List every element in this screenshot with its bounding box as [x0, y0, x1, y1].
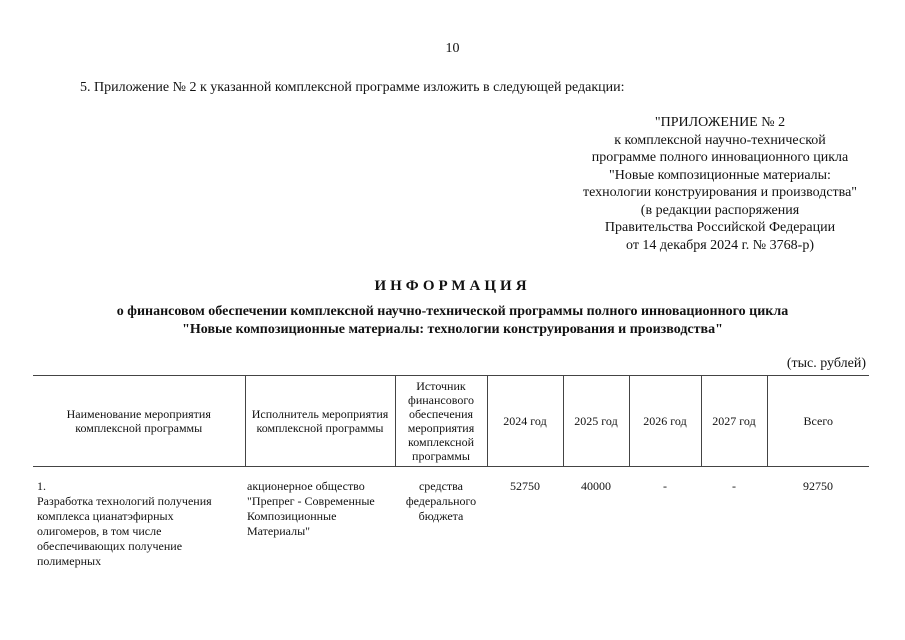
- table-header-row: [33, 376, 869, 467]
- table-row: [33, 467, 869, 571]
- appendix-line: "Новые композиционные материалы:: [609, 167, 831, 183]
- document-title: ИНФОРМАЦИЯ: [374, 278, 531, 294]
- appendix-line: от 14 декабря 2024 г. № 3768-р): [626, 237, 814, 253]
- header-2025: 2025 год: [563, 376, 629, 467]
- subtitle-line: о финансовом обеспечении комплексной научно-технической программы полного инновационного цикла: [116, 304, 789, 319]
- financing-table: [33, 375, 869, 570]
- row-name: Разработка технологий получения комплекса цианатэфирных олигомеров, в том числе обеспечивающих получение полимерных: [37, 494, 212, 568]
- cell-executor: акционерное общество "Препрег - Современные Композиционные Материалы": [247, 479, 375, 538]
- appendix-line: технологии конструирования и производства": [582, 185, 858, 200]
- header-2024: 2024 год: [487, 376, 563, 467]
- row-number: 1.: [37, 479, 46, 493]
- subtitle-line: "Новые композиционные материалы: технологии конструирования и производства": [182, 322, 723, 337]
- cell-2026: -: [663, 479, 667, 493]
- cell-name: [33, 467, 245, 571]
- cell-2027: -: [732, 479, 736, 493]
- appendix-line: программе полного инновационного цикла: [591, 150, 849, 165]
- intro-paragraph: 5. Приложение № 2 к указанной комплексной программе изложить в следующей редакции:: [80, 80, 625, 95]
- header-name: Наименование мероприятия комплексной программы: [33, 376, 245, 467]
- appendix-line: Правительства Российской Федерации: [604, 220, 836, 235]
- appendix-line: "ПРИЛОЖЕНИЕ № 2: [654, 115, 786, 130]
- cell-source: средства федерального бюджета: [405, 479, 477, 523]
- header-2027: 2027 год: [701, 376, 767, 467]
- appendix-line: (в редакции распоряжения: [640, 202, 800, 218]
- page-number: 10: [445, 41, 460, 56]
- header-2026: 2026 год: [629, 376, 701, 467]
- cell-total: 92750: [803, 479, 833, 493]
- appendix-line: к комплексной научно-технической: [614, 132, 826, 148]
- header-executor: Исполнитель мероприятия комплексной программы: [245, 376, 395, 467]
- units-label: (тыс. рублей): [786, 356, 866, 371]
- cell-2025: 40000: [581, 479, 611, 493]
- appendix-block: [530, 114, 905, 254]
- header-total: Всего: [767, 376, 869, 467]
- header-source: Источник финансового обеспечения мероприятия комплексной программы: [395, 376, 487, 467]
- document-subtitle: [0, 303, 905, 339]
- cell-2024: 52750: [510, 479, 540, 493]
